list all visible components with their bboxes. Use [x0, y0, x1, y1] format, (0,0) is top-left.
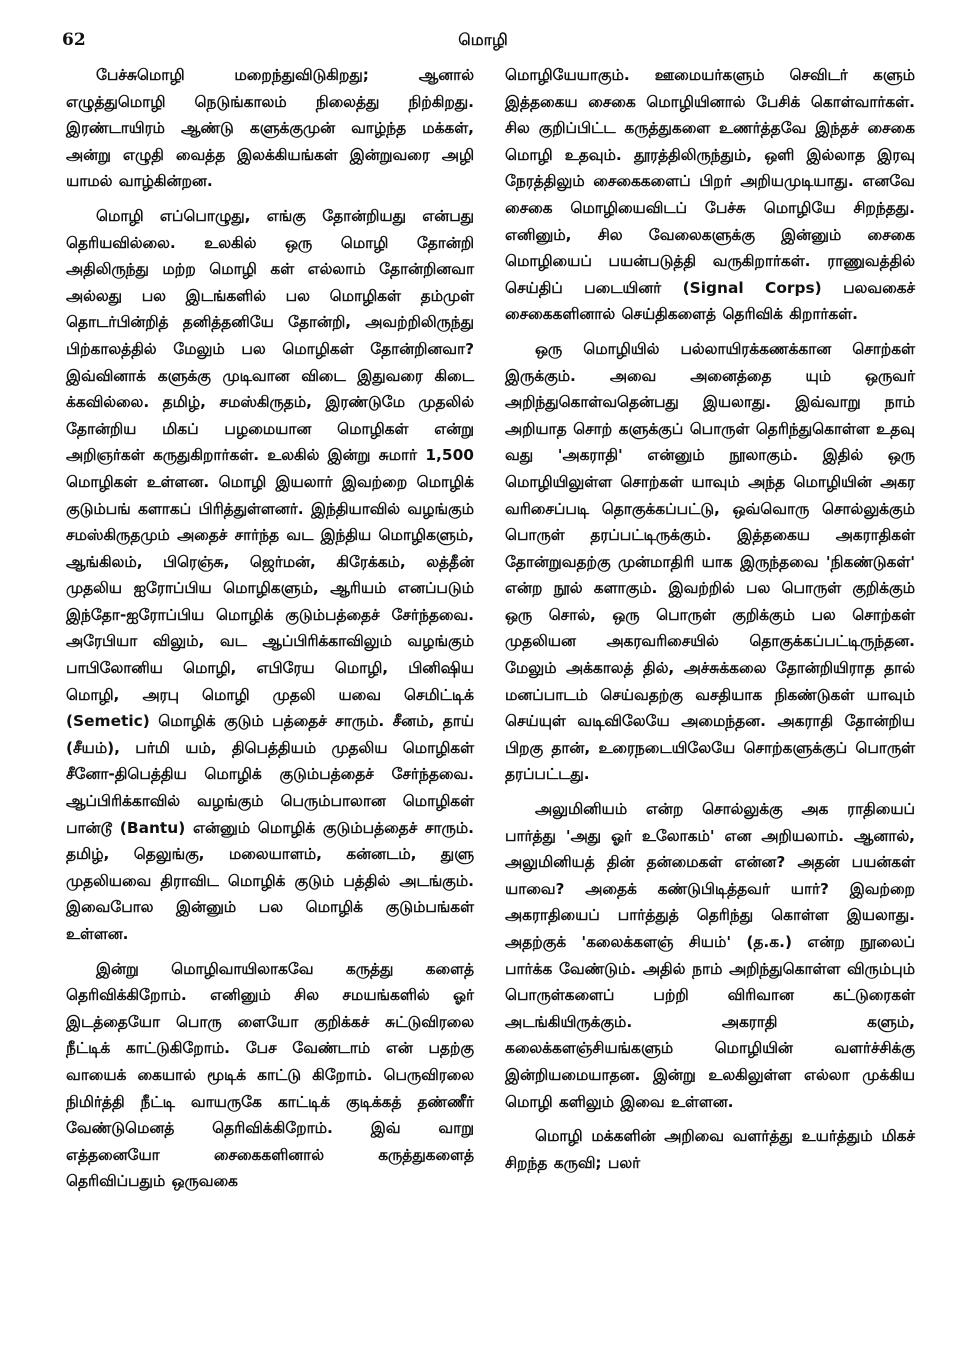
paragraph: அலுமினியம் என்ற சொல்லுக்கு அக ராதியைப் பார்த்து 'அது ஓர் உலோகம்' என அறியலாம். ஆனால், அலுமினியத் தின் தன்மைகள் என்ன? அதன் பயன்கள் யாவை? அதைக் கண்டுபிடித்தவர் யார்? இவற்றை அகராதியைப் பார்த்துத் தெரிந்து கொள்ள இயலாது. அதற்குக் 'கலைக்களஞ் சியம்' (த.க.) என்ற நூலைப் பார்க்க வேண்டும். அதில் நாம் அறிந்துகொள்ள விரும்பும் பொருள்களைப் பற்றி விரிவான கட்டுரைகள் அடங்கியிருக்கும். அகராதி களும், கலைக்களஞ்சியங்களும் மொழியின் வளர்ச்சிக்கு இன்றியமையாதன. இன்று உலகிலுள்ள எல்லா முக்கிய மொழி களிலும் இவை உள்ளன. — [505, 800, 915, 1111]
paragraph: பேச்சுமொழி மறைந்துவிடுகிறது; ஆனால் எழுத்துமொழி நெடுங்காலம் நிலைத்து நிற்கிறது. இரண்டாயிரம் ஆண்டு களுக்குமுன் வாழ்ந்த மக்கள், அன்று எழுதி வைத்த இலக்கியங்கள் இன்றுவரை அழி யாமல் வாழ்கின்றன. — [66, 66, 474, 191]
right-column — [505, 62, 915, 1184]
running-head: மொழி — [458, 30, 508, 49]
page-number: 62 — [62, 30, 86, 50]
paragraph: ஒரு மொழியில் பல்லாயிரக்கணக்கான சொற்கள் இருக்கும். அவை அனைத்தை யும் ஒருவர் அறிந்துகொள்வதென்பது இயலாது. இவ்வாறு நாம் அறியாத சொற் களுக்குப் பொருள் தெரிந்துகொள்ள உதவு வது 'அகராதி' என்னும் நூலாகும். இதில் ஒரு மொழியிலுள்ள சொற்கள் யாவும் அந்த மொழியின் அகர வரிசைப்படி தொகுக்கப்பட்டு, ஒவ்வொரு சொல்லுக்கும் பொருள் தரப்பட்டிருக்கும். இத்தகைய அகராதிகள் தோன்றுவதற்கு முன்மாதிரி யாக இருந்தவை 'நிகண்டுகள்' என்ற நூல் களாகும். இவற்றில் பல பொருள் குறிக்கும் ஒரு சொல், ஒரு பொருள் குறிக்கும் பல சொற்கள் முதலியன அகரவரிசையில் தொகுக்கப்பட்டிருந்தன. மேலும் அக்காலத் தில், அச்சுக்கலை தோன்றியிராத தால் மனப்பாடம் செய்வதற்கு வசதியாக நிகண்டுகள் யாவும் செய்யுள் வடிவிலேயே அமைந்தன. அகராதி தோன்றிய பிறகு தான், உரைநடையிலேயே சொற்களுக்குப் பொருள் தரப்பட்டது. — [505, 339, 915, 784]
left-column — [66, 62, 474, 1203]
paragraph: இன்று மொழிவாயிலாகவே கருத்து களைத் தெரிவிக்கிறோம். எனினும் சில சமயங்களில் ஓர் இடத்தையோ பொரு ளையோ குறிக்கச் சுட்டுவிரலை நீட்டிக் காட்டுகிறோம். பேச வேண்டாம் என் பதற்கு வாயைக் கையால் மூடிக் காட்டு கிறோம். பெருவிரலை நிமிர்த்தி நீட்டி வாயருகே காட்டிக் குடிக்கத் தண்ணீர் வேண்டுமெனத் தெரிவிக்கிறோம். இவ் வாறு எத்தனையோ சைகைகளினால் கருத்துகளைத் தெரிவிப்பதும் ஒருவகை — [66, 959, 474, 1191]
paragraph: மொழி எப்பொழுது, எங்கு தோன்றியது என்பது தெரியவில்லை. உலகில் ஒரு மொழி தோன்றி அதிலிருந்து மற்ற மொழி கள் எல்லாம் தோன்றினவா அல்லது பல இடங்களில் பல மொழிகள் தம்முள் தொடர்பின்றித் தனித்தனியே தோன்றி, அவற்றிலிருந்து பிற்காலத்தில் மேலும் பல மொழிகள் தோன்றினவா? இவ்வினாக் களுக்கு முடிவான விடை இதுவரை கிடை க்கவில்லை. தமிழ், சமஸ்கிருதம், இரண்டுமே முதலில் தோன்றிய மிகப் பழமையான மொழிகள் என்று அறிஞர்கள் கருதுகிறார்கள். உலகில் இன்று சுமார் 1,500 மொழிகள் உள்ளன. மொழி இயலார் இவற்றை மொழிக் குடும்பங் களாகப் பிரித்துள்ளனர். இந்தியாவில் வழங்கும் சமஸ்கிருதமும் அதைச் சார்ந்த வட இந்திய மொழிகளும், ஆங்கிலம், பிரெஞ்சு, ஜெர்மன், கிரேக்கம், லத்தீன் முதலிய ஐரோப்பிய மொழிகளும், ஆரியம் எனப்படும் இந்தோ-ஐரோப்பிய மொழிக் குடும்பத்தைச் சேர்ந்தவை. அரேபியா விலும், வட ஆப்பிரிக்காவிலும் வழங்கும் பாபிலோனிய மொழி, எபிரேய மொழி, பினிஷிய மொழி, அரபு மொழி முதலி யவை செமிட்டிக் (Semetic) மொழிக் குடும் பத்தைச் சாரும். சீனம், தாய் (சீயம்), பர்மி யம், திபெத்தியம் முதலிய மொழிகள் சீனோ-திபெத்திய மொழிக் குடும்பத்தைச் சேர்ந்தவை. ஆப்பிரிக்காவில் வழங்கும் பெரும்பாலான மொழிகள் பான்டூ (Bantu) என்னும் மொழிக் குடும்பத்தைச் சாரும். தமிழ், தெலுங்கு, மலையாளம், கன்னடம், துளு முதலியவை திராவிட மொழிக் குடும் பத்தில் அடங்கும். இவைபோல இன்னும் பல மொழிக் குடும்பங்கள் உள்ளன. — [66, 206, 474, 943]
paragraph: மொழி மக்களின் அறிவை வளர்த்து உயர்த்தும் மிகச் சிறந்த கருவி; பலர் — [505, 1127, 915, 1172]
paragraph: மொழியேயாகும். ஊமையர்களும் செவிடர் களும் இத்தகைய சைகை மொழியினால் பேசிக் கொள்வார்கள். சில குறிப்பிட்ட கருத்துகளை உணர்த்தவே இந்தச் சைகை மொழி உதவும். தூரத்திலிருந்தும், ஒளி இல்லாத இரவு நேரத்திலும் சைகைகளைப் பிறர் அறியமுடியாது. எனவே சைகை மொழியைவிடப் பேச்சு மொழியே சிறந்தது. எனினும், சில வேலைகளுக்கு இன்னும் சைகை மொழியைப் பயன்படுத்தி வருகிறார்கள். ராணுவத்தில் செய்திப் படையினர் (Signal Corps) பலவகைச் சைகைகளினால் செய்திகளைத் தெரிவிக் கிறார்கள். — [505, 66, 915, 324]
